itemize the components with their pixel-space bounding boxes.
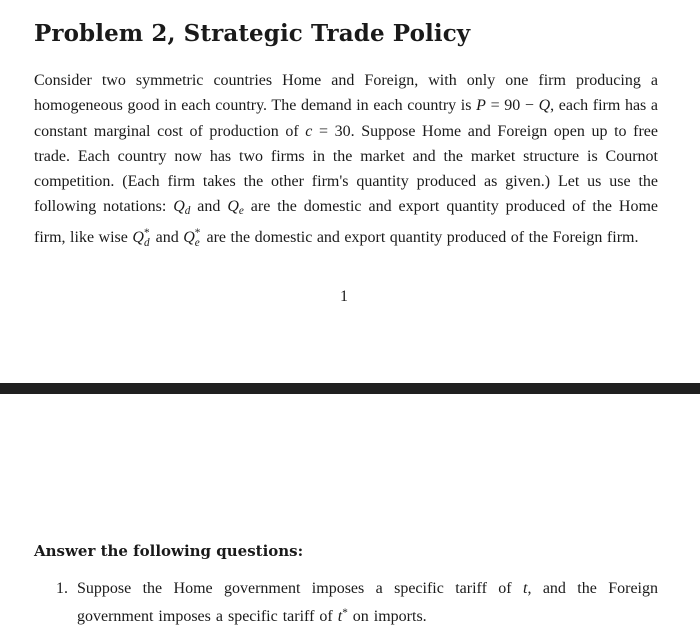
math-p: P [476, 97, 486, 115]
math-star: * [194, 226, 201, 239]
statement-text: and [190, 198, 228, 216]
math-sub-e: e [238, 205, 244, 218]
page-number: 1 [340, 288, 348, 305]
math-t: t [523, 580, 528, 597]
question-text-part: Suppose the Home government imposes a specific tariff of [77, 580, 523, 597]
math-c: c [305, 122, 313, 140]
questions-heading: Answer the following questions: [34, 542, 304, 560]
math-q-d-star: Q [132, 228, 144, 246]
math-sub-d: d [184, 205, 191, 218]
math-sub-d-star: d [143, 237, 150, 250]
math-star: * [143, 226, 150, 239]
statement-text: Consider two symmetric countries Home and Foreign, with only one firm producing a homogeneous good in each country. The demand in each country is [34, 72, 658, 115]
math-supsub-e [194, 226, 202, 250]
page-divider [0, 383, 700, 394]
math-sub-e-star: e [194, 237, 200, 250]
math-eq-cost: = 30 [312, 122, 351, 140]
problem-statement [34, 68, 658, 250]
math-eq-demand: = 90 − [485, 97, 539, 115]
statement-text: are the domestic and export quantity produced of the Foreign firm. [201, 228, 639, 246]
question-text [77, 576, 658, 630]
question-number: 1. [56, 580, 68, 597]
math-t-star: t [337, 608, 343, 626]
question-text-part: , and the Foreign government imposes a specific tariff of [77, 580, 659, 626]
document-page-2 [0, 394, 700, 644]
statement-text: and [151, 228, 184, 246]
problem-title: Problem 2, Strategic Trade Policy [34, 20, 471, 47]
math-star: * [342, 607, 348, 620]
statement-text: are the domestic and export quantity produced of the Home firm, like wise [34, 198, 659, 246]
math-q: Q [538, 97, 551, 115]
math-q-e: Q [227, 198, 239, 216]
math-q-e-star: Q [183, 228, 195, 246]
statement-text: , each firm has a constant marginal cost of production of [34, 97, 659, 140]
math-supsub-d [143, 226, 151, 250]
math-q-d: Q [173, 198, 185, 216]
statement-text: . Suppose Home and Foreign open up to free trade. Each country now has two firms in the market and the market structure is Cournot competition. (Each firm takes the other firm's quantity produced as given.) Let us use the following notations: [34, 122, 658, 216]
question-text-part: on imports. [347, 608, 427, 626]
